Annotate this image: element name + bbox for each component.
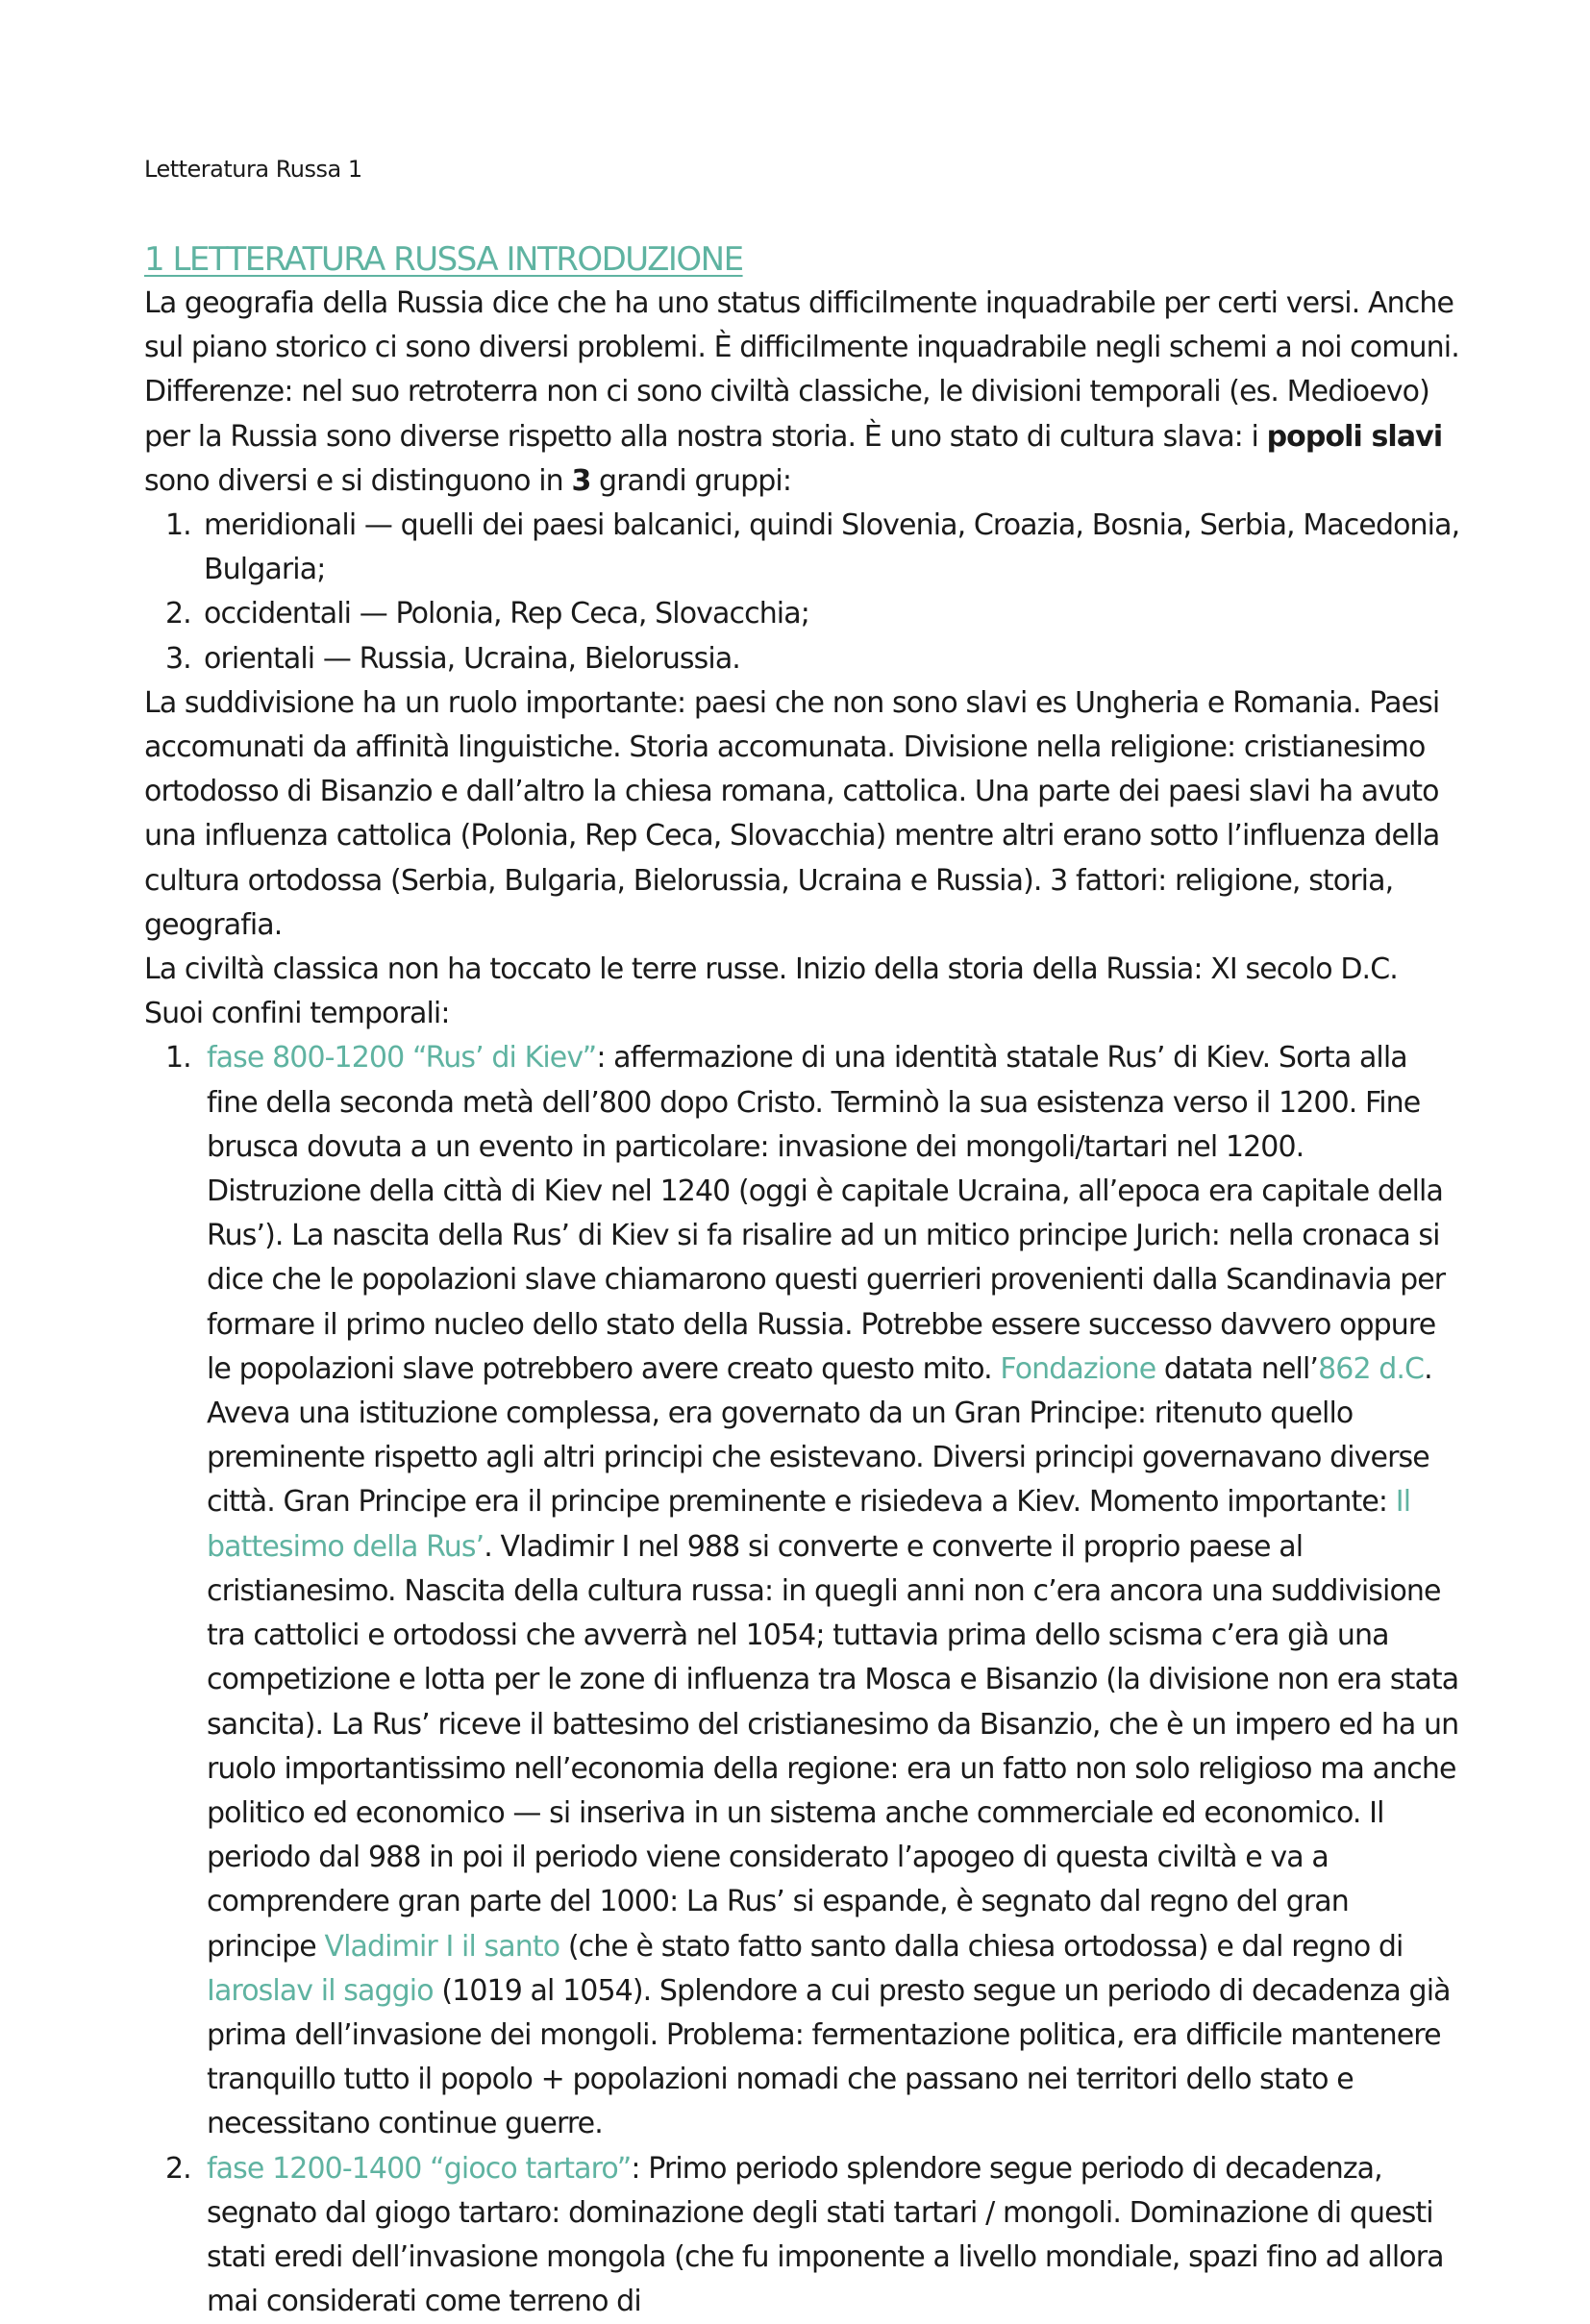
phase-item-1 — [144, 1036, 1461, 2146]
slavic-groups-list — [144, 504, 1461, 681]
paragraph-classical-civilization: La civiltà classica non ha toccato le terre russe. Inizio della storia della Russia: XI secolo D.C. Suoi confini temporali: — [144, 952, 1398, 1031]
intro-text-c: grandi gruppi: — [590, 463, 792, 498]
list-number: 3. — [165, 641, 191, 676]
list-number: 1. — [165, 1041, 191, 1075]
highlight-iaroslav: Iaroslav il saggio — [207, 1973, 434, 2008]
list-item — [144, 504, 1461, 592]
intro-text-b: sono diversi e si distinguono in — [144, 463, 572, 498]
phase-1-text: . Aveva una istituzione complessa, era governato da un Gran Principe: ritenuto quello preminente rispetto agli altri principi che esistevano. Diversi principi governavano diverse città. Gran Principe era il principe preminente e risiedeva a Kiev. Momento importante: — [207, 1351, 1432, 1520]
phase-2-text: : Primo periodo splendore segue periodo di decadenza, segnato dal giogo tartaro: dominazione degli stati tartari / mongoli. Dominazione di questi stati eredi dell’invasione mongola (che fu imponente a livello mondiale, spazi fino ad allora mai considerati come terreno di — [207, 2151, 1444, 2319]
phase-1-text: . Vladimir I nel 988 si converte e converte il proprio paese al cristianesimo. Nascita della cultura russa: in quegli anni non c’era ancora una suddivisione tra cattolici e ortodossi che avverrà nel 1054; tuttavia prima dello scisma c’era già una competizione e lotta per le zone di influenza tra Mosca e Bisanzio (la divisione non era stata sancita). La Rus’ riceve il battesimo del cristianesimo da Bisanzio, che è un impero ed ha un ruolo importantissimo nell’economia della regione: era un fatto non solo religioso ma anche politico ed economico — si inseriva in un sistema anche commerciale ed economico. Il periodo dal 988 in poi il periodo viene considerato l’apogeo di questa civiltà e va a comprendere gran parte del 1000: La Rus’ si espande, è segnato dal regno del gran principe — [207, 1529, 1459, 1964]
phase-1-text: (1019 al 1054). Splendore a cui presto segue un periodo di decadenza già prima dell’invasione dei mongoli. Problema: fermentazione politica, era difficile mantenere tranquillo tutto il popolo + popolazioni nomadi che passano nei territori dello stato e necessitano continue guerre. — [207, 1973, 1451, 2141]
highlight-fondazione: Fondazione — [1000, 1351, 1156, 1386]
intro-bold-three: 3 — [571, 463, 591, 498]
intro-bold-slavic-peoples: popoli slavi — [1266, 419, 1443, 454]
list-item-text: meridionali — quelli dei paesi balcanici, quindi Slovenia, Croazia, Bosnia, Serbia, Macedonia, Bulgaria; — [204, 508, 1460, 587]
list-item-text: orientali — Russia, Ucraina, Bielorussia. — [204, 641, 740, 676]
phase-2-label: fase 1200-1400 “gioco tartaro” — [207, 2151, 632, 2186]
page-header: Letteratura Russa 1 — [144, 156, 362, 183]
historical-phases-list — [144, 1036, 1461, 2324]
highlight-862: 862 d.C — [1318, 1351, 1425, 1386]
list-number: 1. — [165, 508, 191, 543]
list-number: 2. — [165, 2151, 191, 2186]
phase-1-text: : affermazione di una identità statale Rus’ di Kiev. Sorta alla fine della seconda metà dell’800 dopo Cristo. Terminò la sua esistenza verso il 1200. Fine brusca dovuta a un evento in particolare: invasione dei mongoli/tartari nel 1200. Distruzione della città di Kiev nel 1240 (oggi è capitale Ucraina, all’epoca era capitale della Rus’). La nascita della Rus’ di Kiev si fa risalire ad un mitico principe Jurich: nella cronaca si dice che le popolazioni slave chiamarono questi guerrieri provenienti dalla Scandinavia per formare il primo nucleo dello stato della Russia. Potrebbe essere successo davvero oppure le popolazioni slave potrebbero avere creato questo mito. — [207, 1041, 1446, 1386]
highlight-vladimir: Vladimir I il santo — [324, 1929, 560, 1964]
list-item — [144, 592, 1461, 636]
paragraph-subdivision: La suddivisione ha un ruolo importante: paesi che non sono slavi es Ungheria e Romania. Paesi accomunati da affinità linguistiche. Storia accomunata. Divisione nella religione: cristianesimo ortodosso di Bisanzio e dall’altro la chiesa romana, cattolica. Una parte dei paesi slavi ha avuto una influenza cattolica (Polonia, Rep Ceca, Slovacchia) mentre altri erano sotto l’influenza della cultura ortodossa (Serbia, Bulgaria, Bielorussia, Ucraina e Russia). 3 fattori: religione, storia, geografia. — [144, 685, 1440, 942]
phase-1-text: (che è stato fatto santo dalla chiesa ortodossa) e dal regno di — [559, 1929, 1404, 1964]
list-number: 2. — [165, 597, 191, 631]
intro-paragraph — [144, 282, 1461, 504]
phase-1-text: datata nell’ — [1155, 1351, 1319, 1386]
phase-item-2 — [144, 2147, 1461, 2324]
list-item-text: occidentali — Polonia, Rep Ceca, Slovacchia; — [204, 597, 809, 631]
list-item — [144, 637, 1461, 681]
highlight-battesimo: Il battesimo della Rus’ — [207, 1485, 1411, 1564]
section-title: 1 LETTERATURA RUSSA INTRODUZIONE — [144, 240, 743, 279]
document-body — [144, 237, 1461, 2324]
intro-text-a: La geografia della Russia dice che ha uno status difficilmente inquadrabile per certi versi. Anche sul piano storico ci sono diversi problemi. È difficilmente inquadrabile negli schemi a noi comuni. Differenze: nel suo retroterra non ci sono civiltà classiche, le divisioni temporali (es. Medioevo) per la Russia sono diverse rispetto alla nostra storia. È uno stato di cultura slava: i — [144, 286, 1459, 454]
phase-1-label: fase 800-1200 “Rus’ di Kiev” — [207, 1041, 597, 1075]
